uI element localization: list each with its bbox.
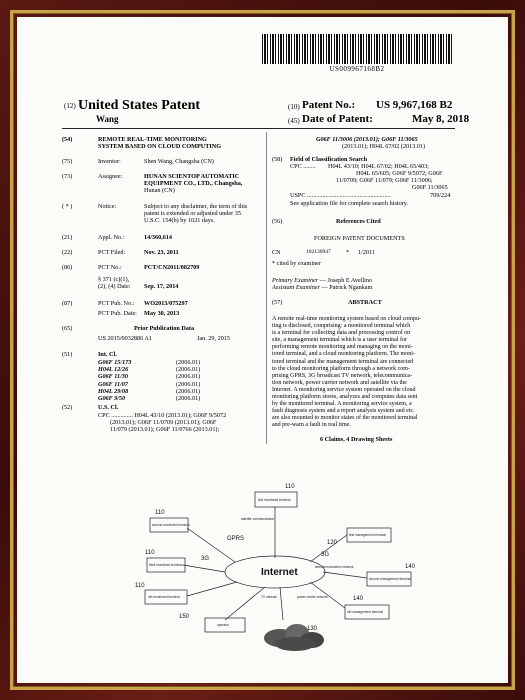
- see-application: See application file for complete search history.: [290, 200, 408, 207]
- label-3g-left: 3G: [201, 556, 210, 562]
- abstract-line: A remote real-time monitoring system based on cloud compu-: [272, 316, 421, 322]
- assignee-code: (73): [62, 173, 73, 180]
- invention-title-line1: REMOTE REAL-TIME MONITORING: [98, 136, 207, 143]
- patent-no-code: (10): [288, 103, 300, 111]
- intcl-class: G06F 11/07: [98, 380, 128, 388]
- assignee-line3: Hunan (CN): [144, 187, 175, 194]
- primary-examiner-label: Primary Examiner: [272, 277, 319, 284]
- primary-examiner-value: — Joseph E Avellino: [319, 277, 373, 284]
- prior-heading: Prior Publication Data: [134, 325, 195, 332]
- uspc-label: USPC ......................................................: [290, 192, 391, 199]
- abstract-line: and pre-warn a fault in real time.: [272, 422, 351, 429]
- date-label: Date of Patent:: [302, 113, 373, 125]
- intcl-class: H04L 29/08: [98, 387, 129, 395]
- field-code: (58): [272, 156, 283, 163]
- connection-line: [323, 572, 367, 578]
- patent-number: US 9,967,168 B2: [376, 99, 453, 111]
- column-divider: [266, 132, 267, 444]
- satellite-label: satellite communication: [241, 517, 275, 521]
- foreign-date: 1/2011: [358, 249, 375, 256]
- date-code: (45): [288, 117, 300, 125]
- field-heading: Field of Classification Search: [290, 156, 368, 163]
- abstract-line: tion network, power carrier network and satellite via the: [272, 379, 407, 386]
- pct-no-value: PCT/CN2011/082709: [144, 264, 200, 271]
- barcode: [262, 34, 452, 64]
- intcl-class: G06F 9/50: [98, 394, 126, 402]
- abstract-heading: ABSTRACT: [348, 299, 382, 306]
- tv-network-label: TV network: [261, 595, 278, 599]
- title-code: (54): [62, 136, 73, 143]
- abstract-line: fault diagnosis system and a report analysis system and etc.: [272, 408, 415, 415]
- inventor-surname: Wang: [96, 114, 119, 124]
- s371-value: Sep. 17, 2014: [144, 283, 179, 290]
- pct-filed-code: (22): [62, 249, 73, 256]
- pct-no-code: (86): [62, 264, 73, 271]
- notice-label: Notice:: [98, 203, 117, 210]
- abstract-line: tored terminal and the management terminal are connected: [272, 358, 414, 365]
- s371-line2: (2), (4) Date:: [98, 283, 131, 290]
- network-diagram: [115, 470, 450, 655]
- abstract-line: monitoring platform stores, analyzes and computes data sent: [272, 394, 418, 401]
- intcl-class: G06F 15/173: [98, 359, 132, 366]
- barcode-number: US009967168B2: [329, 65, 385, 73]
- pct-no-label: PCT No.:: [98, 264, 122, 271]
- intcl-label: Int. Cl.: [98, 351, 117, 358]
- notice-line2: patent is extended or adjusted under 35: [144, 210, 241, 217]
- notice-line1: Subject to any disclaimer, the term of this: [144, 203, 248, 210]
- intcl-row: [98, 395, 248, 402]
- abstract-line: ting is disclosed, comprising: a monitored terminal which: [272, 323, 411, 330]
- refs-code: (56): [272, 218, 283, 225]
- label-110-top: 110: [285, 484, 295, 490]
- foreign-country: CN: [272, 249, 281, 256]
- intcl-row: [98, 359, 248, 366]
- prior-date: Jan. 29, 2015: [197, 335, 230, 342]
- intcl-year: (2006.01): [176, 359, 201, 366]
- foreign-number: 102130947: [306, 249, 331, 255]
- inventor-value: Shen Wang, Changsha (CN): [144, 158, 214, 165]
- box-first-monitored-text: first monitored terminal: [258, 498, 291, 502]
- cpc-line2: (2013.01); G06F 11/0709 (2013.01); G06F: [110, 419, 217, 426]
- pub-code: (87): [62, 300, 73, 307]
- abstract-line: by the monitored terminal. A monitoring service system, a: [272, 401, 412, 408]
- abstract-line: to the cloud monitoring platform through a network com-: [272, 365, 410, 372]
- abstract-line: tored terminal, and a cloud monitoring platform. The moni-: [272, 351, 415, 358]
- telecom-label: telecommunication network: [315, 565, 354, 569]
- uscl-code: (52): [62, 404, 73, 411]
- label-140-bottom: 140: [353, 596, 364, 602]
- connection-line: [225, 587, 265, 620]
- foreign-star: *: [346, 249, 350, 256]
- label-130: 130: [307, 626, 318, 632]
- patent-no-label: Patent No.:: [302, 99, 356, 111]
- intcl-year: (2006.01): [176, 387, 201, 395]
- box-nth-monitored-text: nth monitored terminal: [148, 595, 180, 599]
- box-operator-text: operator: [217, 623, 229, 627]
- box-first-management-text: first management terminal: [349, 533, 386, 537]
- box-third-monitored-text: third monitored terminal: [149, 563, 183, 567]
- power-carrier-label: power carrier network: [297, 595, 328, 599]
- field-line3: 11/0709; G06F 11/079; G06F 11/3006;: [336, 177, 433, 184]
- appl-code: (21): [62, 234, 73, 241]
- assignee-line1: HUNAN SCIENTOP AUTOMATIC: [144, 173, 240, 180]
- foreign-heading: FOREIGN PATENT DOCUMENTS: [314, 235, 405, 242]
- intcl-year: (2006.01): [176, 394, 201, 402]
- abstract-line: is a terminal for collecting data and processing control on: [272, 330, 411, 337]
- pub-date-label: PCT Pub. Date:: [98, 310, 137, 317]
- intcl-row: [98, 366, 248, 373]
- connection-line: [187, 582, 237, 596]
- notice-line3: U.S.C. 154(b) by 1021 days.: [144, 217, 215, 224]
- field-cpc-label: CPC ........: [290, 163, 316, 170]
- intcl-row: [98, 381, 248, 388]
- intcl-year: (2006.01): [176, 366, 201, 374]
- pub-date-value: May 30, 2013: [144, 310, 180, 317]
- cpc-line3: 11/079 (2013.01); G06F 11/0766 (2013.01);: [110, 426, 220, 433]
- abstract-code: (57): [272, 299, 283, 306]
- s371-line1: § 371 (c)(1),: [98, 276, 130, 283]
- intcl-row: [98, 373, 248, 380]
- notice-code: ( * ): [62, 203, 73, 210]
- abstract-line: prising GPRS, 3G broadcast TV network, telecommunica-: [272, 372, 413, 379]
- patent-type-title: United States Patent: [78, 98, 201, 113]
- abstract-line: are also mounted to monitor states of the monitored terminal: [272, 415, 418, 422]
- box-nth-management-text: nth management terminal: [347, 610, 384, 614]
- label-110-leftmid: 110: [145, 550, 155, 556]
- inventor-code: (75): [62, 158, 73, 165]
- refs-heading: References Cited: [336, 218, 381, 225]
- pub-no-label: PCT Pub. No.:: [98, 300, 135, 307]
- claims-summary: 6 Claims, 4 Drawing Sheets: [320, 436, 393, 443]
- internet-label: Internet: [261, 567, 298, 578]
- abstract-line: site, a management terminal which is a user terminal for: [272, 337, 407, 344]
- connection-line: [183, 565, 225, 572]
- label-150: 150: [179, 614, 190, 620]
- cited-by-examiner: * cited by examiner: [272, 260, 321, 267]
- intcl-row: [98, 388, 248, 395]
- intcl-list: [98, 359, 248, 402]
- intcl-code: (51): [62, 351, 73, 358]
- assignee-line2: EQUIPMENT CO., LTD., Changsha,: [144, 180, 243, 187]
- pct-filed-label: PCT Filed:: [98, 249, 126, 256]
- cpc-continued-line2: (2013.01); H04L 67/02 (2013.01): [342, 143, 426, 150]
- patent-date: May 8, 2018: [412, 113, 470, 125]
- connection-line: [187, 528, 235, 562]
- label-3g-right: 3G: [321, 552, 330, 558]
- label-140-right: 140: [405, 564, 416, 570]
- field-line1: H04L 43/10; H04L 67/02; H04L 65/403;: [328, 163, 429, 170]
- abstract-line: Internet. A monitoring service system operated on the cloud: [272, 386, 416, 393]
- assignee-label: Assignee:: [98, 173, 123, 180]
- appl-value: 14/360,614: [144, 234, 173, 241]
- abstract-text: [272, 316, 458, 430]
- intcl-class: G06F 11/30: [98, 373, 128, 381]
- label-gprs: GPRS: [227, 536, 245, 542]
- pct-filed-value: Nov. 23, 2011: [144, 249, 179, 256]
- field-line4: G06F 11/3065: [412, 184, 448, 191]
- assistant-examiner-value: — Patrick Ngankam: [321, 284, 373, 291]
- label-120: 120: [327, 540, 338, 546]
- prior-value: US 2015/0032886 A1: [98, 335, 152, 342]
- uspc-value: 709/224: [430, 192, 451, 199]
- abstract-line: performing remote monitoring and managing on the moni-: [272, 344, 413, 351]
- uscl-label: U.S. Cl.: [98, 404, 119, 411]
- field-line2: H04L 65/605; G06F 9/5072; G06F: [356, 170, 443, 177]
- assistant-examiner-label: Assistant Examiner: [272, 284, 320, 291]
- cpc-continued-line1: G06F 11/3006 (2013.01); G06F 11/3065: [316, 136, 418, 143]
- header-rule: [62, 128, 455, 129]
- pub-no-value: WO2013/075297: [144, 300, 188, 307]
- label-110-left: 110: [155, 510, 165, 516]
- intcl-year: (2006.01): [176, 380, 201, 388]
- box-second-management-text: second management terminal: [369, 577, 411, 581]
- cpc-line1: CPC .............. H04L 43/10 (2013.01); G06F 9/5072: [98, 412, 227, 419]
- appl-label: Appl. No.:: [98, 234, 125, 241]
- intcl-class: H04L 12/26: [98, 366, 129, 374]
- connection-line: [280, 587, 283, 620]
- kind-code: (12): [64, 102, 76, 110]
- box-second-monitored-text: second monitored terminal: [152, 523, 190, 527]
- invention-title-line2: SYSTEM BASED ON CLOUD COMPUTING: [98, 143, 222, 150]
- inventor-label: Inventor:: [98, 158, 121, 165]
- prior-code: (65): [62, 325, 73, 332]
- intcl-year: (2006.01): [176, 373, 201, 381]
- label-110-bottom: 110: [135, 583, 145, 589]
